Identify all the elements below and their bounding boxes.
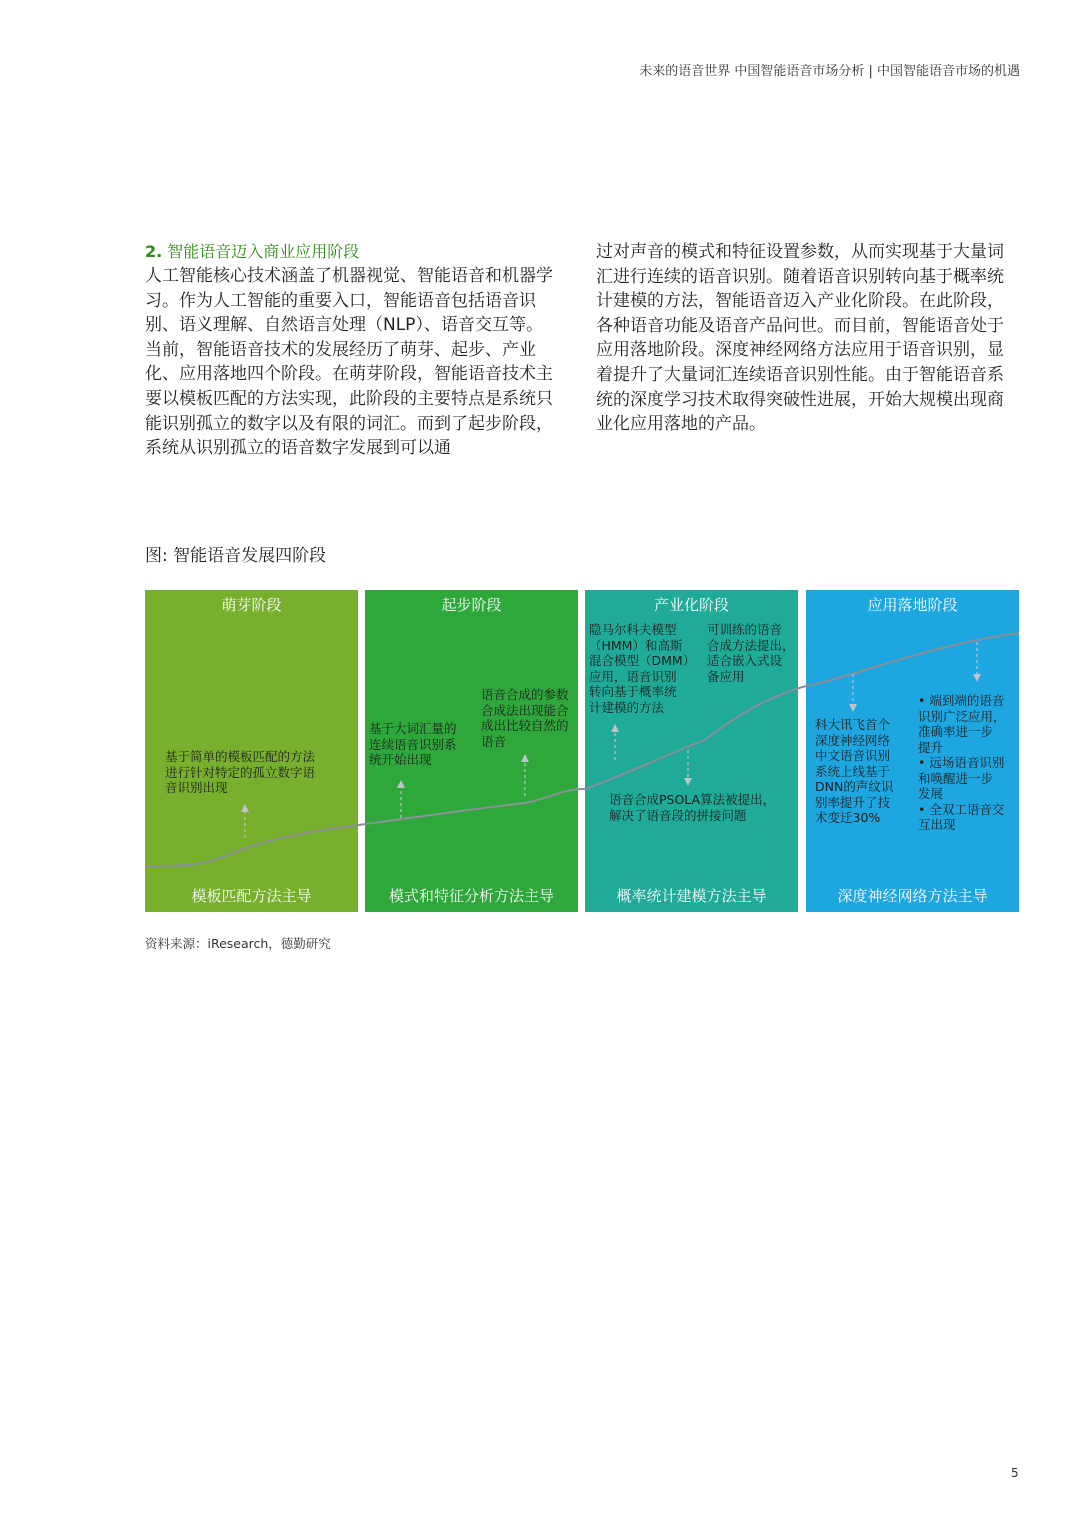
body-column-left: [145, 240, 555, 461]
stage-method: 模板匹配方法主导: [191, 887, 312, 905]
stage-note: 基于大词汇量的 连续语音识别系 统开始出现: [369, 721, 457, 767]
stage-title: 萌芽阶段: [221, 596, 282, 614]
stage-note: 语音合成PSOLA算法被提出， 解决了语音段的拼接问题: [609, 792, 776, 823]
section-title-text: 智能语音迈入商业应用阶段: [162, 242, 360, 261]
stage-title: 起步阶段: [441, 596, 502, 614]
stage-title: 应用落地阶段: [867, 596, 958, 614]
page-number: 5: [1011, 1466, 1019, 1480]
section-title: [145, 240, 555, 264]
stage-diagram: [145, 590, 1019, 912]
stage-method: 深度神经网络方法主导: [837, 887, 988, 905]
body-paragraph-left: 人工智能核心技术涵盖了机器视觉、智能语音和机器学习。作为人工智能的重要入口，智能语音包括语音识别、语义理解、自然语言处理（NLP）、语音交互等。当前，智能语音技术的发展经历了萌芽、起步、产业化、应用落地四个阶段。在萌芽阶段，智能语音技术主要以模板匹配的方法实现，此阶段的主要特点是系统只能识别孤立的数字以及有限的词汇。而到了起步阶段，系统从识别孤立的语音数字发展到可以通: [145, 266, 553, 459]
stage-method: 概率统计建模方法主导: [616, 887, 767, 905]
progress-line: [145, 633, 1019, 866]
arrow-head: [973, 674, 981, 682]
figure-source: 资料来源：iResearch，德勤研究: [145, 936, 331, 951]
stage-note: 隐马尔科夫模型 （HMM）和高斯 混合模型（DMM） 应用，语音识别 转向基于概率统 计建模的方法: [589, 622, 696, 715]
arrow-head: [397, 780, 405, 788]
arrow-head: [611, 724, 619, 732]
stage-note: • 端到端的语音 识别广泛应用， 准确率进一步 提升 • 远场语音识别 和唤醒进一步 发展 • 全双工语音交 互出现: [918, 693, 1006, 832]
stage-note: 科大讯飞首个 深度神经网络 中文语音识别 系统上线基于 DNN的声纹识 别率提升了技 术变迁30%: [815, 717, 894, 825]
page-header: 未来的语音世界 中国智能语音市场分析 | 中国智能语音市场的机遇: [639, 64, 1020, 79]
body-paragraph-right: 过对声音的模式和特征设置参数，从而实现基于大量词汇进行连续的语音识别。随着语音识别转向基于概率统计建模的方法，智能语音迈入产业化阶段。在此阶段，各种语音功能及语音产品问世。而目前，智能语音处于应用落地阶段。深度神经网络方法应用于语音识别，显着提升了大量词汇连续语音识别性能。由于智能语音系统的深度学习技术取得突破性进展，开始大规模出现商业化应用落地的产品。: [596, 242, 1004, 435]
stage-note: 可训练的语音 合成方法提出， 适合嵌入式设 备应用: [707, 622, 795, 684]
progress-curve: [145, 590, 1019, 912]
arrow-head: [241, 804, 249, 812]
arrow-head: [521, 754, 529, 762]
stage-note: 基于简单的模板匹配的方法 进行针对特定的孤立数字语 音识别出现: [165, 749, 316, 795]
stage-method: 模式和特征分析方法主导: [388, 887, 554, 905]
arrow-head: [684, 778, 692, 786]
section-number: 2.: [145, 242, 163, 261]
arrow-head: [849, 704, 857, 712]
stage-title: 产业化阶段: [653, 596, 729, 614]
body-column-right: [596, 240, 1006, 437]
stage-note: 语音合成的参数 合成法出现能合 成出比较自然的 语音: [481, 687, 569, 749]
figure-title: 图: 智能语音发展四阶段: [145, 546, 327, 566]
